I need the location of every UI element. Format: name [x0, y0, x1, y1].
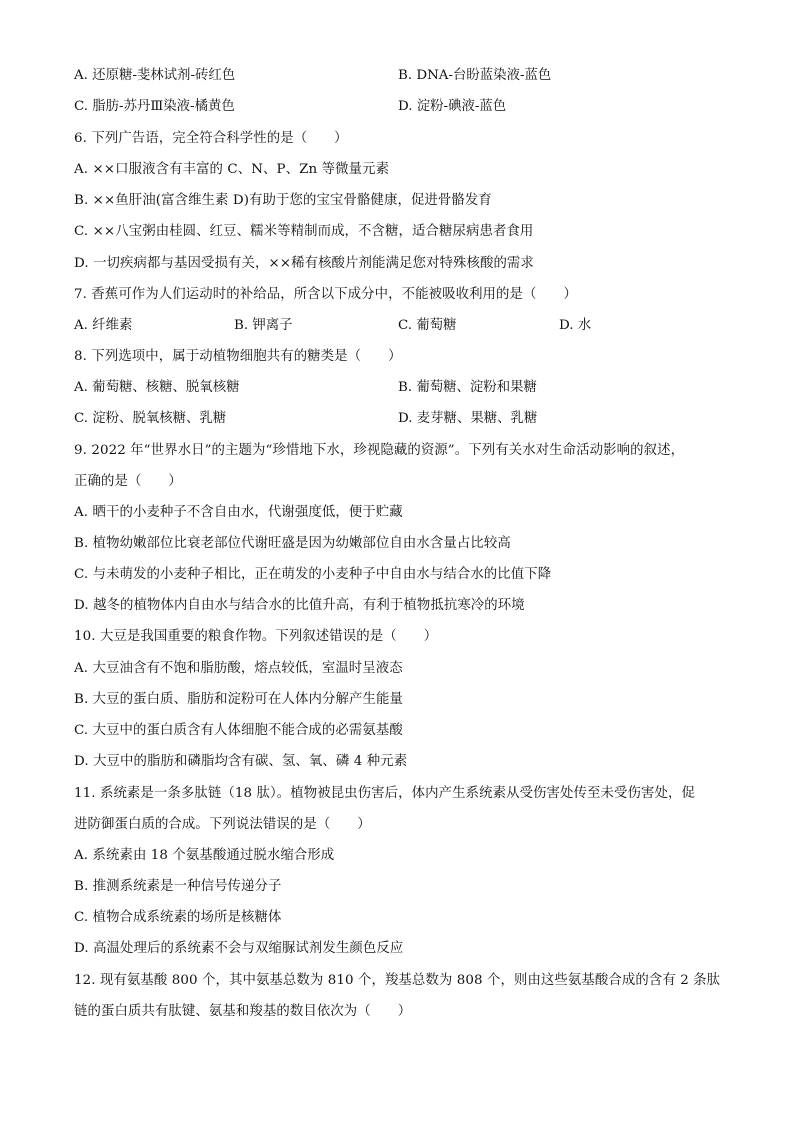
q6-option-c: C. ××八宝粥由桂圆、红豆、糯米等精制而成，不含糖，适合糖尿病患者食用: [74, 224, 534, 239]
q7-option-b: B. 钾离子: [234, 318, 293, 333]
q8-option-d: D. 麦芽糖、果糖、乳糖: [398, 411, 538, 426]
q10-option-d: D. 大豆中的脂肪和磷脂均含有碳、氢、氧、磷 4 种元素: [74, 754, 408, 769]
q9-option-c: C. 与未萌发的小麦种子相比，正在萌发的小麦种子中自由水与结合水的比值下降: [74, 567, 552, 582]
q5-option-d: D. 淀粉-碘液-蓝色: [398, 99, 507, 114]
q6-stem: 6. 下列广告语，完全符合科学性的是（ ）: [74, 131, 348, 146]
q9-option-a: A. 晒干的小麦种子不含自由水，代谢强度低，便于贮藏: [74, 505, 403, 520]
q7-stem: 7. 香蕉可作为人们运动时的补给品，所含以下成分中，不能被吸收利用的是（ ）: [74, 287, 577, 302]
q12-stem-line-2: 链的蛋白质共有肽键、氨基和羧基的数目依次为（ ）: [74, 1004, 412, 1019]
q8-option-b: B. 葡萄糖、淀粉和果糖: [398, 380, 537, 395]
q6-option-a: A. ××口服液含有丰富的 C、N、P、Zn 等微量元素: [74, 162, 390, 177]
q5-option-b: B. DNA-台盼蓝染液-蓝色: [398, 68, 552, 83]
q9-option-d: D. 越冬的植物体内自由水与结合水的比值升高，有利于植物抵抗寒冷的环境: [74, 598, 525, 613]
q7-option-c: C. 葡萄糖: [398, 318, 457, 333]
q11-stem-line-1: 11. 系统素是一条多肽链（18 肽）。植物被昆虫伤害后，体内产生系统素从受伤害处传至未受伤害处，促: [74, 786, 695, 801]
q9-stem-line-1: 9. 2022 年“世界水日”的主题为“珍惜地下水，珍视隐藏的资源”。下列有关水对生命活动影响的叙述，: [74, 443, 685, 458]
q9-stem-line-2: 正确的是（ ）: [74, 474, 182, 489]
q11-stem-line-2: 进防御蛋白质的合成。下列说法错误的是（ ）: [74, 817, 371, 832]
q11-option-d: D. 高温处理后的系统素不会与双缩脲试剂发生颜色反应: [74, 941, 404, 956]
q6-option-d: D. 一切疾病都与基因受损有关，××稀有核酸片剂能满足您对特殊核酸的需求: [74, 256, 534, 271]
q10-option-b: B. 大豆的蛋白质、脂肪和淀粉可在人体内分解产生能量: [74, 692, 403, 707]
q8-stem: 8. 下列选项中，属于动植物细胞共有的糖类是（ ）: [74, 349, 402, 364]
q10-option-a: A. 大豆油含有不饱和脂肪酸，熔点较低，室温时呈液态: [74, 661, 403, 676]
q9-option-b: B. 植物幼嫩部位比衰老部位代谢旺盛是因为幼嫩部位自由水含量占比较高: [74, 536, 511, 551]
q7-option-d: D. 水: [559, 318, 592, 333]
q5-option-a: A. 还原糖-斐林试剂-砖红色: [74, 68, 236, 83]
q6-option-b: B. ××鱼肝油(富含维生素 D)有助于您的宝宝骨骼健康，促进骨骼发育: [74, 193, 492, 208]
q11-option-c: C. 植物合成系统素的场所是核糖体: [74, 910, 282, 925]
q10-stem: 10. 大豆是我国重要的粮食作物。下列叙述错误的是（ ）: [74, 629, 438, 644]
q7-option-a: A. 纤维素: [74, 318, 133, 333]
q10-option-c: C. 大豆中的蛋白质含有人体细胞不能合成的必需氨基酸: [74, 723, 403, 738]
q8-option-a: A. 葡萄糖、核糖、脱氧核糖: [74, 380, 240, 395]
q5-option-c: C. 脂肪-苏丹Ⅲ染液-橘黄色: [74, 99, 235, 114]
q8-option-c: C. 淀粉、脱氧核糖、乳糖: [74, 411, 227, 426]
q12-stem-line-1: 12. 现有氨基酸 800 个，其中氨基总数为 810 个，羧基总数为 808 个，则由这些氨基酸合成的含有 2 条肽: [74, 973, 721, 988]
q11-option-b: B. 推测系统素是一种信号传递分子: [74, 879, 282, 894]
q11-option-a: A. 系统素由 18 个氨基酸通过脱水缩合形成: [74, 848, 335, 863]
